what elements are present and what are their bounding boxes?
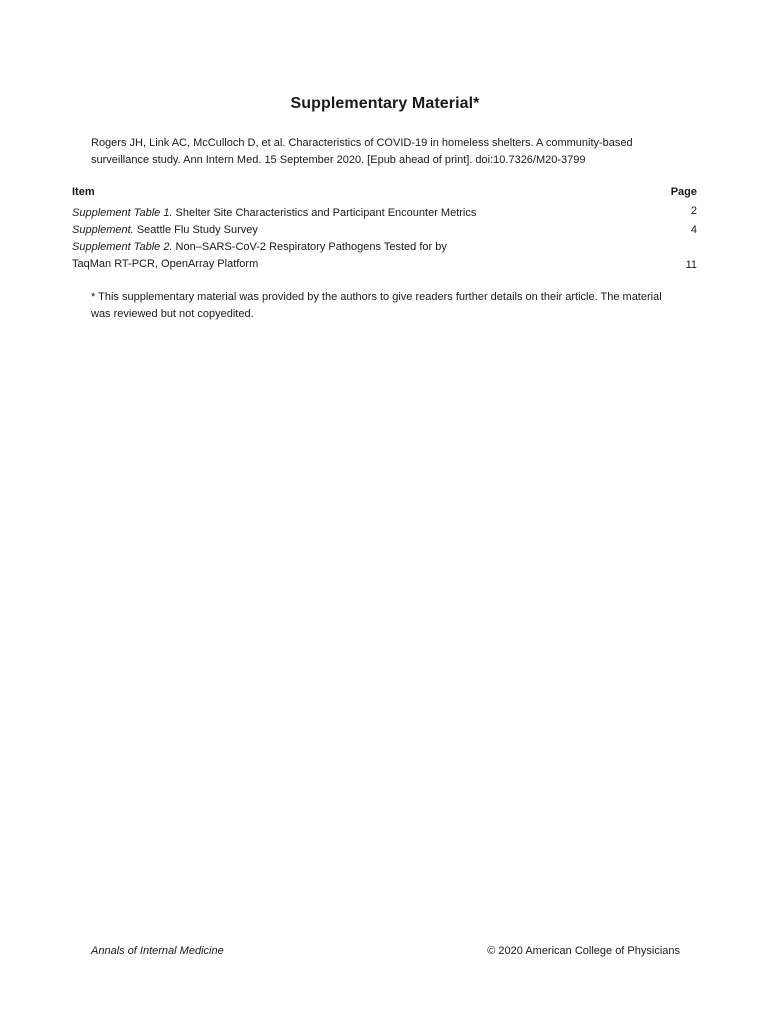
toc-row-label-text: Shelter Site Characteristics and Participant Encounter Metrics	[172, 207, 477, 219]
toc-header-page: Page	[670, 186, 697, 198]
toc-row-label-italic: Supplement.	[72, 224, 134, 236]
footnote: * This supplementary material was provided by the authors to give readers further details on their article. The material was reviewed but not copyedited.	[91, 291, 662, 320]
toc-row-label-line2: TaqMan RT-PCR, OpenArray Platform	[72, 258, 259, 270]
toc-row-label-text: Seattle Flu Study Survey	[133, 224, 258, 236]
toc-row-label-text: Non–SARS-CoV-2 Respiratory Pathogens Tested for by	[172, 241, 447, 253]
toc-row-label	[72, 205, 592, 222]
toc-row-page: 11	[685, 259, 697, 271]
article-citation: Rogers JH, Link AC, McCulloch D, et al. Characteristics of COVID-19 in homeless shelters. A community-based surveillance study. Ann Intern Med. 15 September 2020. [Epub ahead of print]. doi:10.7326/M20-3799	[91, 137, 633, 166]
footer-copyright: © 2020 American College of Physicians	[487, 945, 680, 957]
footer-journal: Annals of Internal Medicine	[91, 945, 224, 957]
toc-row-label-italic: Supplement Table 1.	[72, 207, 173, 219]
toc-row-page: 2	[690, 205, 697, 217]
toc-header-item: Item	[72, 186, 95, 198]
toc-row-label	[72, 222, 592, 239]
toc-row-label-italic: Supplement Table 2.	[72, 241, 173, 253]
page-title: Supplementary Material*	[290, 95, 480, 112]
toc-row-page: 4	[690, 224, 697, 236]
toc-row-label	[72, 239, 592, 273]
